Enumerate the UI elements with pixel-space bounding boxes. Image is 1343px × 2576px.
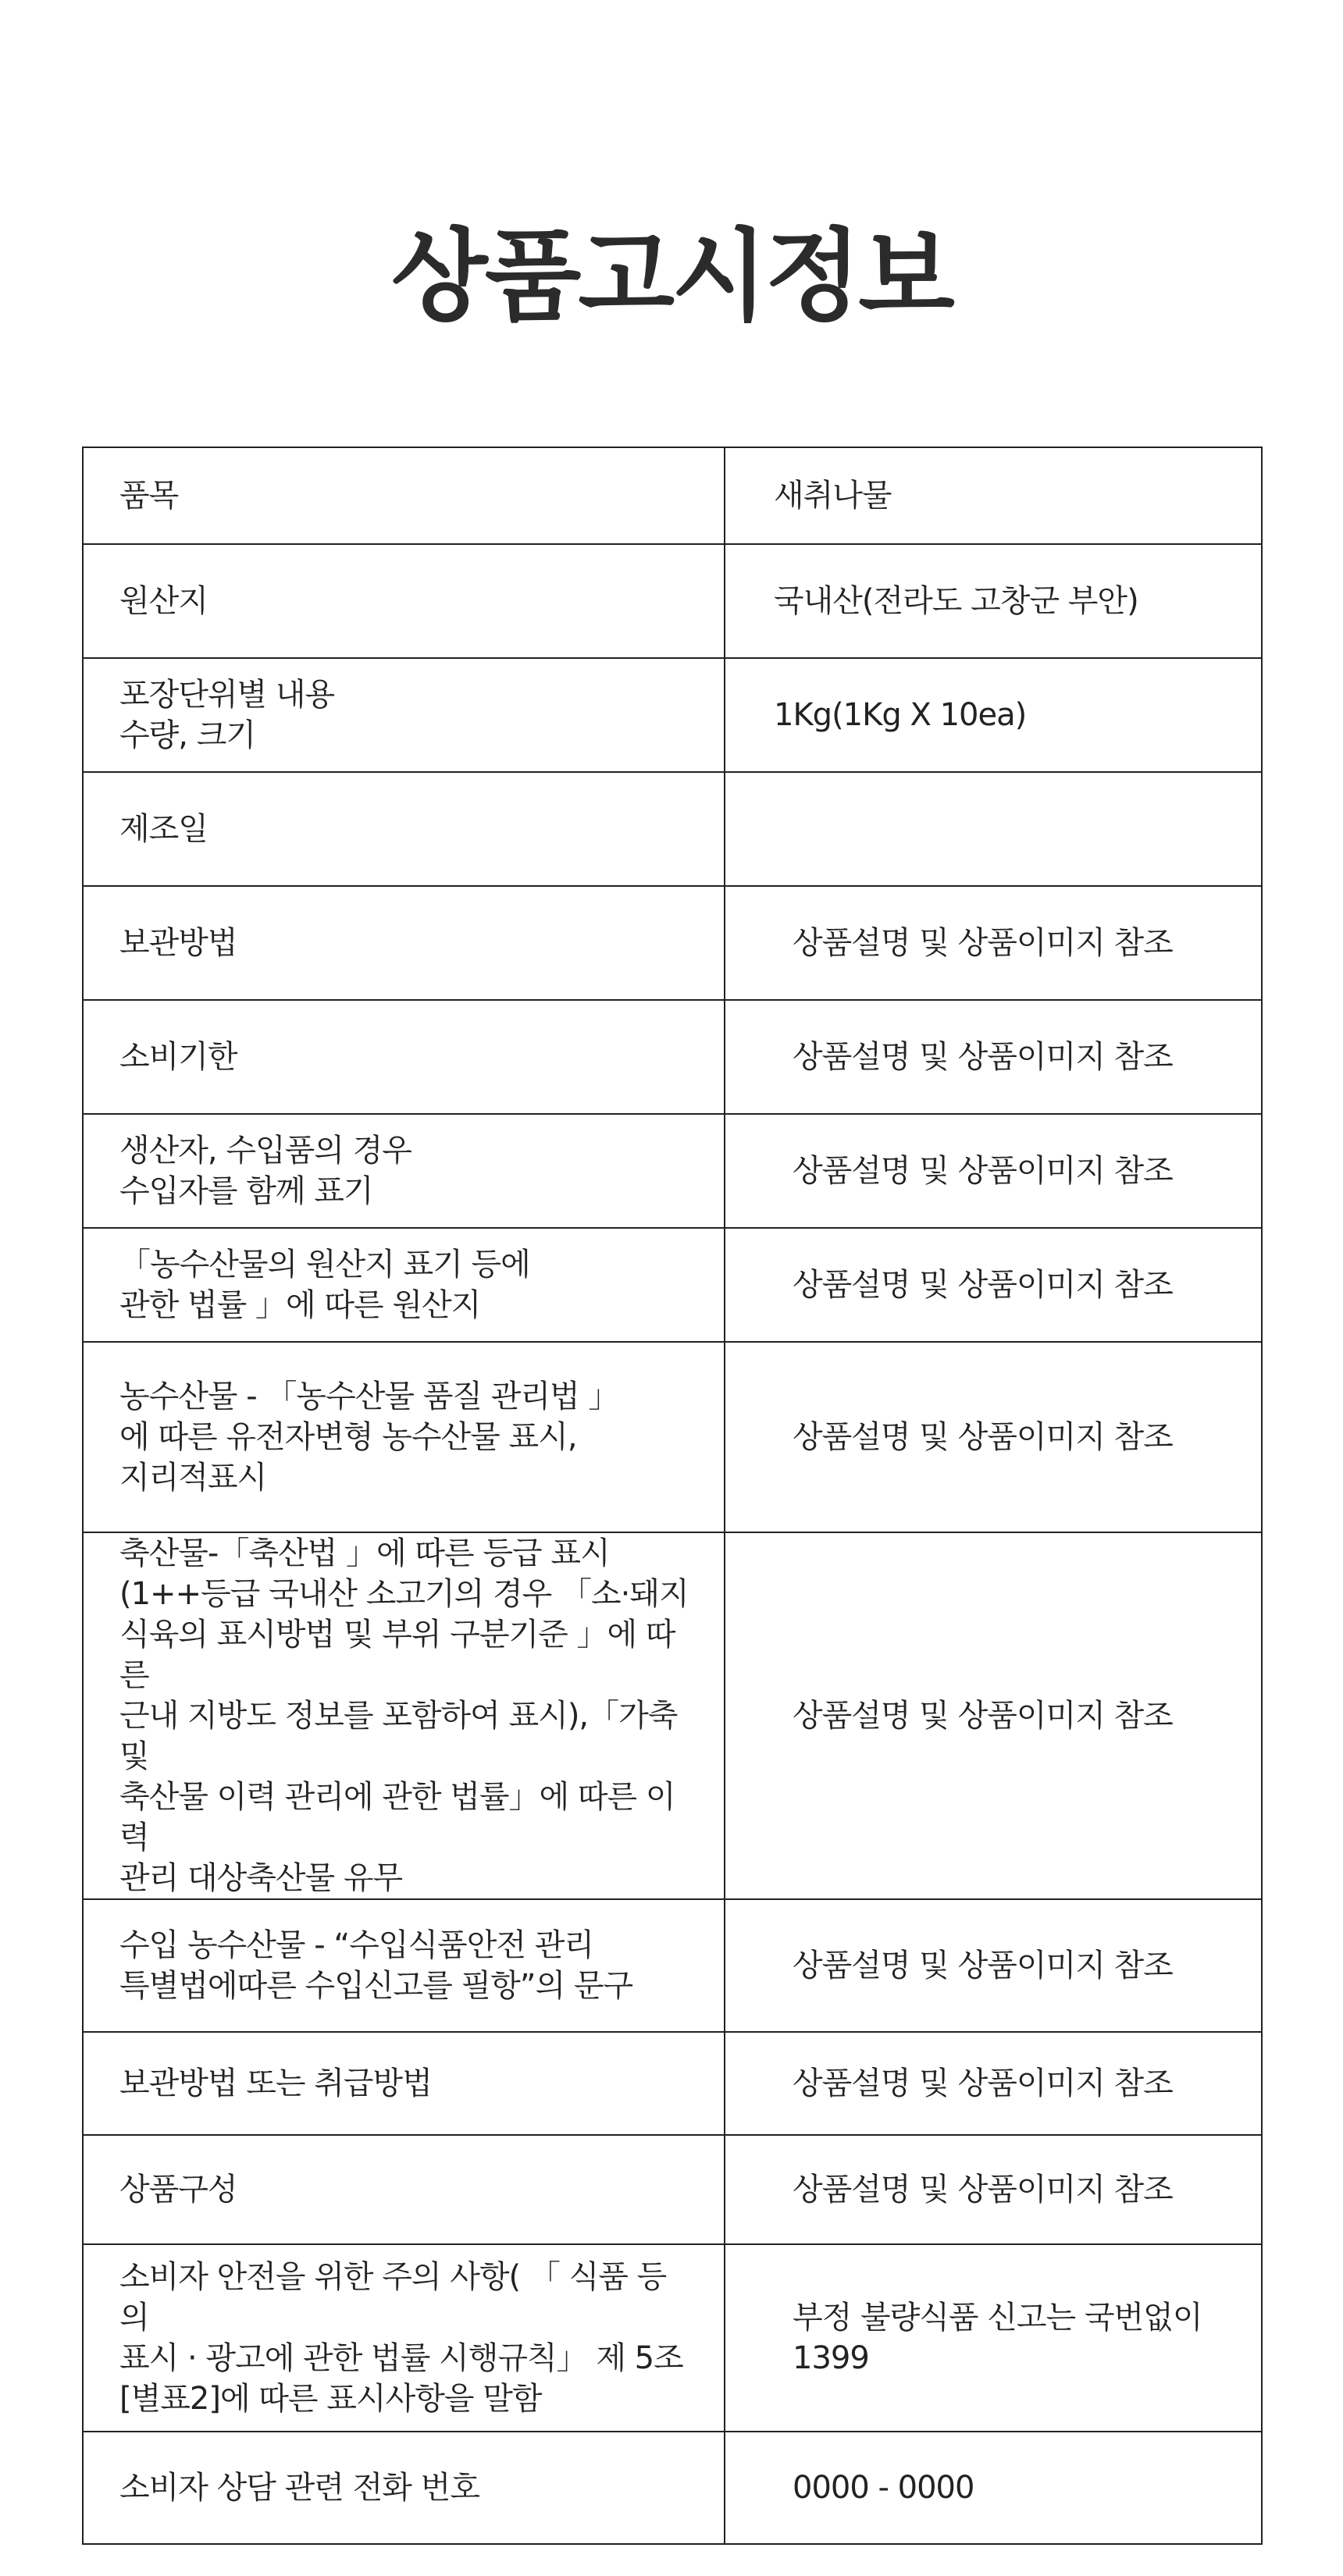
table-row (83, 772, 1262, 886)
row-value: 상품설명 및 상품이미지 참조 (725, 1899, 1262, 2032)
row-value: 국내산(전라도 고창군 부안) (725, 544, 1262, 658)
table-row (83, 1114, 1262, 1228)
row-value: 상품설명 및 상품이미지 참조 (725, 2135, 1262, 2244)
table-row (83, 2135, 1262, 2244)
row-label: 품목 (83, 447, 725, 544)
row-label: 소비기한 (83, 1000, 725, 1114)
row-value: 상품설명 및 상품이미지 참조 (725, 1000, 1262, 1114)
row-value: 부정 불량식품 신고는 국번없이 1399 (725, 2244, 1262, 2432)
row-value: 상품설명 및 상품이미지 참조 (725, 2032, 1262, 2135)
table-row (83, 1342, 1262, 1532)
table-row (83, 1000, 1262, 1114)
table-row (83, 1899, 1262, 2032)
row-label: 보관방법 또는 취급방법 (83, 2032, 725, 2135)
row-value: 상품설명 및 상품이미지 참조 (725, 1228, 1262, 1342)
row-label: 소비자 상담 관련 전화 번호 (83, 2432, 725, 2544)
row-label: 상품구성 (83, 2135, 725, 2244)
row-value (725, 772, 1262, 886)
product-info-table (82, 447, 1263, 2545)
table-row (83, 886, 1262, 1000)
row-label: 포장단위별 내용 수량, 크기 (83, 658, 725, 772)
table-row (83, 1532, 1262, 1899)
row-value: 상품설명 및 상품이미지 참조 (725, 1114, 1262, 1228)
page-title: 상품고시정보 (391, 219, 952, 335)
table-row (83, 2244, 1262, 2432)
row-label: 제조일 (83, 772, 725, 886)
table-row (83, 2432, 1262, 2544)
row-label: 「농수산물의 원산지 표기 등에 관한 법률 」에 따른 원산지 (83, 1228, 725, 1342)
table-row (83, 658, 1262, 772)
table-row (83, 1228, 1262, 1342)
table-row (83, 447, 1262, 544)
table-row (83, 2032, 1262, 2135)
row-label: 원산지 (83, 544, 725, 658)
row-label: 농수산물 - 「농수산물 품질 관리법 」 에 따른 유전자변형 농수산물 표시, 지리적표시 (83, 1342, 725, 1532)
row-value: 새취나물 (725, 447, 1262, 544)
row-value: 상품설명 및 상품이미지 참조 (725, 1342, 1262, 1532)
row-value: 0000 - 0000 (725, 2432, 1262, 2544)
row-value: 1Kg(1Kg X 10ea) (725, 658, 1262, 772)
row-value: 상품설명 및 상품이미지 참조 (725, 886, 1262, 1000)
row-value: 상품설명 및 상품이미지 참조 (725, 1532, 1262, 1899)
row-label: 생산자, 수입품의 경우 수입자를 함께 표기 (83, 1114, 725, 1228)
row-label: 축산물-「축산법 」에 따른 등급 표시 (1++등급 국내산 소고기의 경우 「소·돼지 식육의 표시방법 및 부위 구분기준 」에 따른 근내 지방도 정보를 포함하여 표시),「가축 및 축산물 이력 관리에 관한 법률」에 따른 이력 관리 대상축산물 유무 (83, 1532, 725, 1899)
row-label: 수입 농수산물 - “수입식품안전 관리 특별법에따른 수입신고를 필항”의 문구 (83, 1899, 725, 2032)
table-row (83, 544, 1262, 658)
row-label: 소비자 안전을 위한 주의 사항( 「 식품 등의 표시 · 광고에 관한 법률 시행규칙」 제 5조 [별표2]에 따른 표시사항을 말함 (83, 2244, 725, 2432)
row-label: 보관방법 (83, 886, 725, 1000)
